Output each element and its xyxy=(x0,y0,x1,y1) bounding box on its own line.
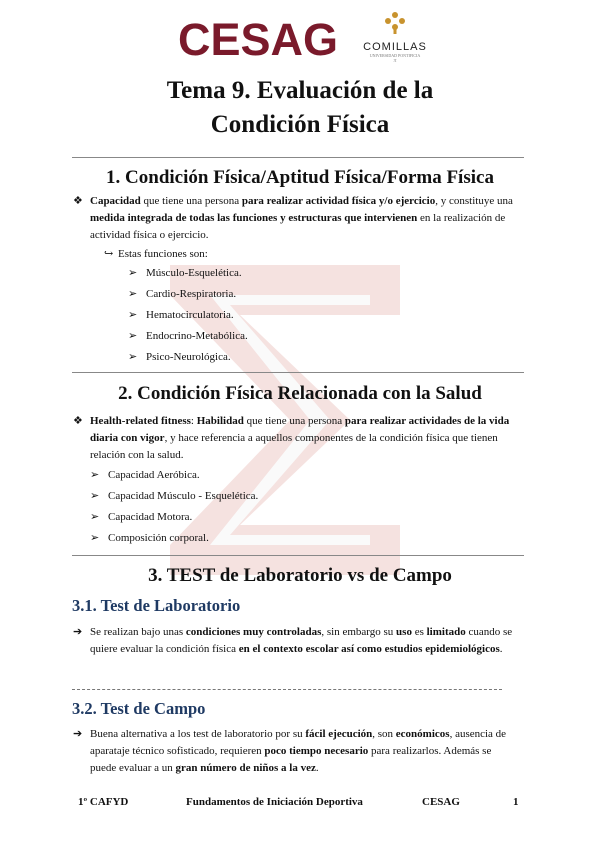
bold-text: limitado xyxy=(426,626,466,638)
bold-text: fácil ejecución xyxy=(305,728,373,740)
arrowhead-bullet-icon: ➢ xyxy=(128,288,138,300)
crest-icon xyxy=(382,10,408,34)
list-item: Composición corporal. xyxy=(108,532,209,544)
section-1-paragraph xyxy=(90,193,530,244)
text-run: , ausencia de aparataje técnico sofisticado, requieren xyxy=(90,728,507,757)
footer-page-number: 1 xyxy=(513,796,519,808)
text-run: , y hace referencia a aquellos componentes de la condición física que tienen relación con la salud. xyxy=(90,432,498,461)
page-header xyxy=(0,8,600,64)
text-run: Se realizan bajo unas xyxy=(90,626,186,638)
text-run: . xyxy=(315,762,319,774)
diamond-bullet-icon: ❖ xyxy=(73,195,83,207)
text-run: que tiene una persona xyxy=(243,415,345,427)
section-1-heading: 1. Condición Física/Aptitud Física/Forma Física xyxy=(106,167,494,188)
bold-text: económicos xyxy=(395,728,450,740)
text-run: : xyxy=(190,415,197,427)
bold-text: gran número de niños a la vez xyxy=(175,762,316,774)
bold-text: medida integrada de todas las funciones y estructuras que intervienen xyxy=(90,212,418,224)
arrowhead-bullet-icon: ➢ xyxy=(90,532,100,544)
list-item: Capacidad Músculo - Esquelética. xyxy=(108,490,259,502)
hook-arrow-icon: ↪ xyxy=(104,248,114,260)
university-logo xyxy=(360,10,430,64)
university-name: COMILLAS xyxy=(363,41,427,53)
university-signature: π xyxy=(393,58,397,64)
text-run: para realizarlos. Además se puede evaluar a un xyxy=(90,745,492,774)
arrowhead-bullet-icon: ➢ xyxy=(128,330,138,342)
subsection-3-2-paragraph xyxy=(90,726,520,777)
text-run: cuando se quiere evaluar la condición física xyxy=(90,626,513,655)
arrowhead-bullet-icon: ➢ xyxy=(128,351,138,363)
bold-text: poco tiempo necesario xyxy=(264,745,369,757)
section-2-heading: 2. Condición Física Relacionada con la Salud xyxy=(118,383,482,404)
footer-org: CESAG xyxy=(422,796,460,808)
bold-text: condiciones muy controladas xyxy=(185,626,322,638)
text-run: que tiene una persona xyxy=(140,195,242,207)
bold-text: uso xyxy=(396,626,412,638)
list-item: Psico-Neurológica. xyxy=(146,351,231,363)
section-2-paragraph xyxy=(90,413,530,464)
text-run: es xyxy=(411,626,427,638)
footer-subject: Fundamentos de Iniciación Deportiva xyxy=(186,796,363,808)
brand-logo: CESAG xyxy=(178,14,339,65)
page-title xyxy=(0,74,600,142)
text-run: . xyxy=(499,643,503,655)
arrowhead-bullet-icon: ➢ xyxy=(90,511,100,523)
list-item: Hematocirculatoria. xyxy=(146,309,234,321)
list-item: Endocrino-Metabólica. xyxy=(146,330,248,342)
university-subtitle: UNIVERSIDAD PONTIFICIA xyxy=(369,53,421,58)
bold-text: en el contexto escolar así como estudios epidemiológicos xyxy=(238,643,500,655)
divider xyxy=(72,372,524,373)
subsection-3-2-heading: 3.2. Test de Campo xyxy=(72,699,206,718)
arrowhead-bullet-icon: ➢ xyxy=(128,309,138,321)
text-run: , sin embargo su xyxy=(321,626,397,638)
bold-text: Health-related fitness xyxy=(90,415,191,427)
bold-text: para realizar actividad física y/o ejercicio xyxy=(241,195,436,207)
list-item: Músculo-Esquelética. xyxy=(146,267,242,279)
text-run: , y constituye una xyxy=(435,195,513,207)
arrow-bullet-icon: ➔ xyxy=(73,626,83,638)
text-run: Buena alternativa a los test de laboratorio por su xyxy=(90,728,306,740)
arrowhead-bullet-icon: ➢ xyxy=(90,490,100,502)
footer-course: 1º CAFYD xyxy=(78,796,129,808)
subsection-3-1-heading: 3.1. Test de Laboratorio xyxy=(72,596,241,615)
title-line-1: Tema 9. Evaluación de la xyxy=(166,77,434,104)
list-item: Capacidad Motora. xyxy=(108,511,193,523)
dashed-divider xyxy=(72,689,502,690)
bold-text: Habilidad xyxy=(196,415,244,427)
title-line-2: Condición Física xyxy=(210,111,390,138)
arrowhead-bullet-icon: ➢ xyxy=(90,469,100,481)
bold-text: para realizar actividades de la vida diaria con vigor xyxy=(90,415,510,444)
list-item: Cardio-Respiratoria. xyxy=(146,288,237,300)
divider xyxy=(72,555,524,556)
arrowhead-bullet-icon: ➢ xyxy=(128,267,138,279)
section-3-heading: 3. TEST de Laboratorio vs de Campo xyxy=(148,565,452,586)
list-item: Capacidad Aeróbica. xyxy=(108,469,200,481)
functions-label: Estas funciones son: xyxy=(118,248,208,260)
bold-text: Capacidad xyxy=(90,195,141,207)
text-run: , son xyxy=(372,728,396,740)
arrow-bullet-icon: ➔ xyxy=(73,728,83,740)
subsection-3-1-paragraph xyxy=(90,624,520,658)
divider xyxy=(72,157,524,158)
text-run: en la realización de actividad física o ejercicio. xyxy=(90,212,506,241)
diamond-bullet-icon: ❖ xyxy=(73,415,83,427)
